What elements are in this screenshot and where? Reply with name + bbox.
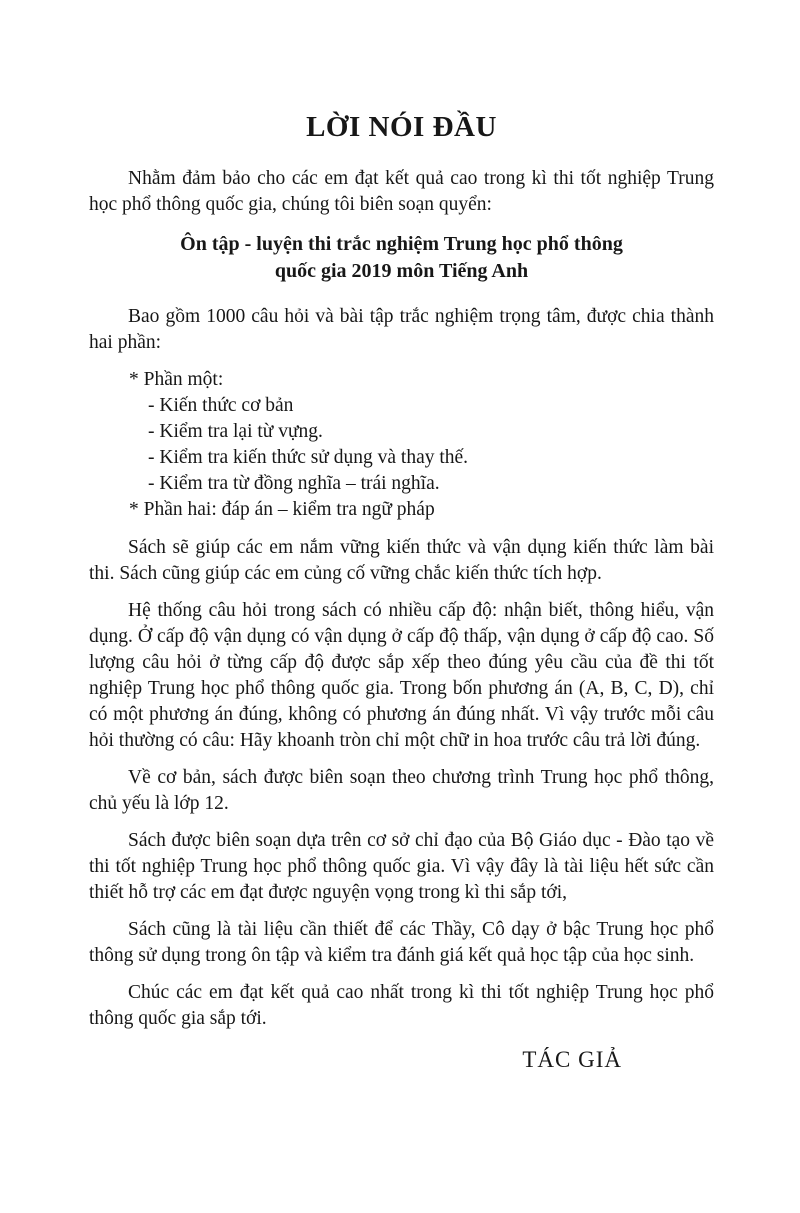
outline-item: - Kiểm tra kiến thức sử dụng và thay thế. [148, 447, 469, 468]
outline-part-two-label: * Phần hai: đáp án – kiểm tra ngữ pháp [129, 499, 435, 520]
book-title-line-1: Ôn tập - luyện thi trắc nghiệm Trung học phổ thông [180, 233, 623, 255]
page-title: LỜI NÓI ĐẦU [306, 111, 497, 143]
intro-paragraph: Nhằm đảm bảo cho các em đạt kết quả cao trong kì thi tốt nghiệp Trung học phổ thông quốc gia, chúng tôi biên soạn quyển: [89, 168, 714, 215]
contents-outline [89, 367, 714, 523]
outline-item: - Kiểm tra lại từ vựng. [148, 421, 323, 442]
contents-intro-paragraph: Bao gồm 1000 câu hỏi và bài tập trắc nghiệm trọng tâm, được chia thành hai phần: [89, 306, 714, 353]
curriculum-paragraph: Về cơ bản, sách được biên soạn theo chương trình Trung học phổ thông, chủ yếu là lớp 12. [89, 767, 714, 814]
question-levels-paragraph: Hệ thống câu hỏi trong sách có nhiều cấp độ: nhận biết, thông hiểu, vận dụng. Ở cấp độ vận dụng có vận dụng ở cấp độ thấp, vận dụng ở cấp độ cao. Số lượng câu hỏi ở từng cấp độ được sắp xếp theo đúng yêu cầu của đề thi tốt nghiệp Trung học phổ thông quốc gia. Trong bốn phương án (A, B, C, D), chỉ có một phương án đúng, không có phương án đúng nhất. Vì vậy trước mỗi câu hỏi thường có câu: Hãy khoanh tròn chỉ một chữ in hoa trước câu trả lời đúng. [89, 600, 714, 751]
ministry-paragraph: Sách được biên soạn dựa trên cơ sở chỉ đạo của Bộ Giáo dục - Đào tạo về thi tốt nghiệp Trung học phổ thông quốc gia. Vì vậy đây là tài liệu hết sức cần thiết hỗ trợ các em đạt được nguyện vọng trong kì thi sắp tới, [89, 830, 714, 903]
teachers-paragraph: Sách cũng là tài liệu cần thiết để các Thầy, Cô dạy ở bậc Trung học phổ thông sử dụng trong ôn tập và kiểm tra đánh giá kết quả học tập của học sinh. [89, 919, 714, 966]
wish-paragraph: Chúc các em đạt kết quả cao nhất trong kì thi tốt nghiệp Trung học phổ thông quốc gia sắp tới. [89, 982, 714, 1029]
outline-item: - Kiểm tra từ đồng nghĩa – trái nghĩa. [148, 473, 440, 494]
author-signature: TÁC GIẢ [522, 1047, 622, 1072]
outline-item: - Kiến thức cơ bản [148, 395, 294, 416]
benefit-paragraph: Sách sẽ giúp các em nắm vững kiến thức và vận dụng kiến thức làm bài thi. Sách cũng giúp các em củng cố vững chắc kiến thức tích hợp. [89, 537, 714, 584]
book-title-line-2: quốc gia 2019 môn Tiếng Anh [274, 260, 529, 282]
outline-part-one-label: * Phần một: [129, 369, 224, 390]
book-title [89, 231, 714, 285]
